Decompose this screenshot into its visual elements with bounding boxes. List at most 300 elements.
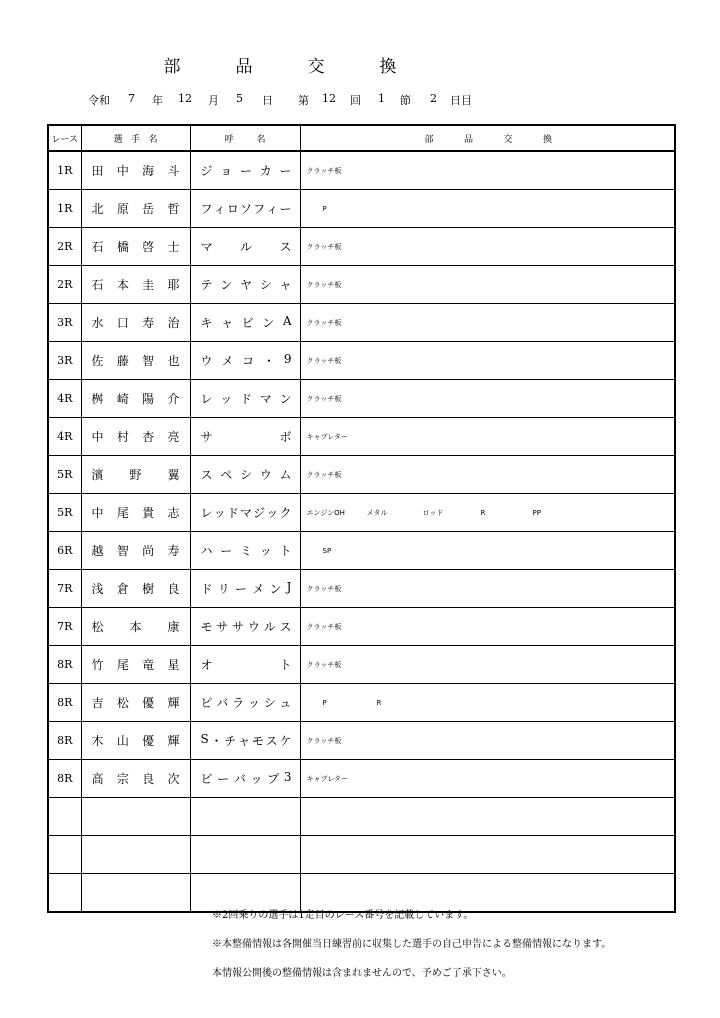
- racer-name-char: 海: [142, 164, 155, 178]
- table-row: [48, 380, 675, 418]
- call-name-char: フ: [200, 202, 213, 216]
- call-name-char: サ: [200, 430, 213, 444]
- date-series: 12: [322, 92, 336, 105]
- table-row: [48, 342, 675, 380]
- call-name-char: マ: [239, 506, 252, 520]
- call-name-char: ー: [239, 164, 252, 178]
- race-cell: 8R: [48, 722, 81, 760]
- part-label: クラッチ板: [306, 736, 342, 745]
- call-name-char: ー: [279, 202, 292, 216]
- table-row: [48, 798, 675, 836]
- call-name-char: ケ: [279, 734, 292, 748]
- call-name-cell: [190, 836, 300, 874]
- racer-name-char: 北: [91, 202, 104, 216]
- call-name-char: シ: [263, 696, 276, 710]
- racer-name-char: 翼: [167, 468, 180, 482]
- date-series-unit: 回: [350, 94, 361, 107]
- racer-name-char: 貴: [142, 506, 155, 520]
- racer-name-char: 山: [116, 734, 129, 748]
- parts-cell: [300, 228, 675, 266]
- racer-name-char: 圭: [142, 278, 155, 292]
- call-name-char: ビ: [241, 316, 254, 330]
- table-row: [48, 266, 675, 304]
- call-name-char: ク: [279, 506, 292, 520]
- call-name-cell: [190, 798, 300, 836]
- header-name: [81, 125, 190, 151]
- call-name-char: ジ: [200, 164, 213, 178]
- part-label: メタル: [366, 508, 388, 517]
- parts-cell: [300, 190, 675, 228]
- part-label: クラッチ板: [306, 356, 342, 365]
- racer-name-char: 竜: [142, 658, 155, 672]
- racer-name-cell: [81, 456, 190, 494]
- table-row: [48, 684, 675, 722]
- racer-name-cell: [81, 494, 190, 532]
- part-label: クラッチ板: [306, 470, 342, 479]
- call-name-char: バ: [233, 772, 246, 786]
- call-name-cell: [190, 646, 300, 684]
- race-cell: [48, 798, 81, 836]
- call-name-char: シ: [259, 278, 272, 292]
- call-name-char: ッ: [250, 772, 263, 786]
- racer-name-char: 浅: [91, 582, 104, 596]
- date-year-unit: 年: [152, 94, 163, 107]
- part-label: クラッチ板: [306, 622, 342, 631]
- call-name-char: ビ: [200, 772, 213, 786]
- date-month-unit: 月: [208, 94, 219, 107]
- parts-cell: [300, 570, 675, 608]
- racer-name-cell: [81, 836, 190, 874]
- call-name-char: ウ: [259, 468, 272, 482]
- call-name-char: ・: [262, 354, 275, 368]
- call-name-char: ト: [279, 658, 292, 672]
- racer-name-cell: [81, 342, 190, 380]
- call-name-char: マ: [200, 240, 213, 254]
- call-name-char: カ: [259, 164, 272, 178]
- parts-cell: [300, 532, 675, 570]
- part-label: クラッチ板: [306, 242, 342, 251]
- table-row: [48, 608, 675, 646]
- racer-name-char: 村: [116, 430, 129, 444]
- race-cell: 1R: [48, 151, 81, 190]
- parts-cell: [300, 646, 675, 684]
- header-call: [190, 125, 300, 151]
- race-cell: 4R: [48, 418, 81, 456]
- race-cell: [48, 874, 81, 913]
- parts-cell: [300, 418, 675, 456]
- footnote: 本情報公開後の整備情報は含まれませんので、予めご了承下さい。: [212, 968, 512, 979]
- call-name-cell: [190, 456, 300, 494]
- racer-name-char: 哲: [167, 202, 180, 216]
- parts-exchange-table: [47, 124, 676, 913]
- call-name-char: ッ: [247, 696, 260, 710]
- call-name-char: ン: [262, 316, 275, 330]
- header-parts-char: 部: [424, 134, 434, 145]
- call-name-char: ー: [217, 772, 230, 786]
- call-name-char: ン: [220, 278, 233, 292]
- call-name-char: ヤ: [239, 278, 252, 292]
- racer-name-char: 宗: [116, 772, 129, 786]
- parts-cell: [300, 266, 675, 304]
- racer-name-char: 野: [129, 468, 142, 482]
- header-parts-char: 換: [542, 134, 552, 145]
- parts-cell: [300, 304, 675, 342]
- call-name-cell: [190, 722, 300, 760]
- call-name-cell: [190, 304, 300, 342]
- racer-name-cell: [81, 874, 190, 913]
- table-row: [48, 228, 675, 266]
- racer-name-char: 杏: [142, 430, 155, 444]
- call-name-char: ウ: [247, 620, 260, 634]
- call-name-char: ソ: [239, 202, 252, 216]
- table-header-row: [48, 125, 675, 151]
- table-row: [48, 151, 675, 190]
- date-day: 5: [236, 92, 243, 105]
- table-body: [48, 151, 675, 912]
- call-name-cell: [190, 380, 300, 418]
- call-name-char: ジ: [253, 506, 266, 520]
- part-label: キャブレター: [306, 774, 348, 783]
- part-label: R: [480, 508, 486, 517]
- racer-name-char: 口: [116, 316, 129, 330]
- parts-cell: [300, 760, 675, 798]
- call-name-cell: [190, 532, 300, 570]
- racer-name-cell: [81, 151, 190, 190]
- call-name-char: モ: [251, 734, 264, 748]
- parts-cell: [300, 456, 675, 494]
- call-name-cell: [190, 608, 300, 646]
- call-name-char: ョ: [220, 164, 233, 178]
- call-name-char: メ: [252, 582, 265, 596]
- racer-name-char: 吉: [91, 696, 104, 710]
- date-series-prefix: 第: [298, 94, 309, 107]
- call-name-char: ト: [279, 544, 292, 558]
- call-name-char: ィ: [213, 202, 226, 216]
- racer-name-char: 佐: [91, 354, 104, 368]
- racer-name-char: 中: [116, 164, 129, 178]
- racer-name-char: 介: [167, 392, 180, 406]
- racer-name-cell: [81, 380, 190, 418]
- racer-name-char: 星: [167, 658, 180, 672]
- call-name-char: ム: [279, 468, 292, 482]
- call-name-char: ル: [239, 240, 252, 254]
- racer-name-char: 良: [142, 772, 155, 786]
- call-name-char: コ: [242, 354, 255, 368]
- header-name-char: 手: [130, 134, 140, 145]
- parts-cell: [300, 151, 675, 190]
- footnote: ※2回乗りの選手は1走目のレース番号を記載しています。: [212, 910, 474, 921]
- racer-name-char: 原: [116, 202, 129, 216]
- call-name-char: ャ: [279, 278, 292, 292]
- racer-name-char: 寿: [167, 544, 180, 558]
- race-cell: 2R: [48, 266, 81, 304]
- race-cell: 8R: [48, 646, 81, 684]
- header-call-char: 名: [256, 134, 266, 145]
- table-row: [48, 456, 675, 494]
- part-label: クラッチ板: [306, 584, 342, 593]
- racer-name-char: 亮: [167, 430, 180, 444]
- part-label: P: [322, 698, 327, 707]
- racer-name-char: 高: [91, 772, 104, 786]
- date-session-unit: 節: [400, 94, 411, 107]
- part-label: クラッチ板: [306, 280, 342, 289]
- call-name-char: チ: [224, 734, 237, 748]
- title-char: 品: [235, 57, 253, 77]
- table-row: [48, 760, 675, 798]
- racer-name-char: 松: [116, 696, 129, 710]
- part-label: P: [322, 204, 327, 213]
- parts-cell: [300, 380, 675, 418]
- call-name-cell: [190, 418, 300, 456]
- call-name-cell: [190, 684, 300, 722]
- race-cell: [48, 836, 81, 874]
- race-cell: 6R: [48, 532, 81, 570]
- part-label: SP: [322, 546, 332, 555]
- call-name-char: レ: [200, 392, 213, 406]
- call-name-char: ー: [220, 544, 233, 558]
- racer-name-char: 輝: [167, 734, 180, 748]
- call-name-char: ド: [226, 506, 239, 520]
- racer-name-char: 智: [142, 354, 155, 368]
- race-cell: 4R: [48, 380, 81, 418]
- parts-cell: [300, 608, 675, 646]
- title-char: 交: [307, 57, 325, 77]
- call-name-char: S: [200, 732, 209, 746]
- race-cell: 5R: [48, 494, 81, 532]
- call-name-char: サ: [232, 620, 245, 634]
- header-name-char: 名: [148, 134, 158, 145]
- call-name-char: ボ: [279, 430, 292, 444]
- table-row: [48, 494, 675, 532]
- call-name-char: ・: [210, 734, 223, 748]
- racer-name-char: 陽: [142, 392, 155, 406]
- call-name-char: 3: [283, 770, 292, 784]
- racer-name-cell: [81, 418, 190, 456]
- call-name-char: フ: [253, 202, 266, 216]
- racer-name-char: 石: [91, 278, 104, 292]
- race-cell: 8R: [48, 684, 81, 722]
- header-name-char: 選: [113, 134, 123, 145]
- call-name-char: ッ: [259, 544, 272, 558]
- racer-name-char: 濱: [91, 468, 104, 482]
- date-day-num-unit: 日目: [450, 94, 472, 107]
- call-name-char: ャ: [221, 316, 234, 330]
- racer-name-char: 志: [167, 506, 180, 520]
- racer-name-char: 竹: [91, 658, 104, 672]
- parts-cell: [300, 342, 675, 380]
- call-name-char: シ: [239, 468, 252, 482]
- call-name-char: ル: [263, 620, 276, 634]
- table-row: [48, 304, 675, 342]
- page-title: [160, 52, 400, 82]
- call-name-cell: [190, 494, 300, 532]
- racer-name-cell: [81, 190, 190, 228]
- table-row: [48, 532, 675, 570]
- call-name-char: リ: [217, 582, 230, 596]
- call-name-char: ィ: [266, 202, 279, 216]
- racer-name-char: 寿: [142, 316, 155, 330]
- racer-name-char: 崎: [116, 392, 129, 406]
- call-name-char: モ: [200, 620, 213, 634]
- table-row: [48, 418, 675, 456]
- call-name-char: ャ: [238, 734, 251, 748]
- racer-name-char: 啓: [142, 240, 155, 254]
- header-race: レース: [48, 125, 81, 151]
- racer-name-cell: [81, 684, 190, 722]
- table-row: [48, 836, 675, 874]
- racer-name-cell: [81, 760, 190, 798]
- racer-name-char: 優: [142, 696, 155, 710]
- racer-name-char: 橋: [116, 240, 129, 254]
- part-label: PP: [532, 508, 541, 517]
- parts-cell: [300, 494, 675, 532]
- racer-name-char: 本: [129, 620, 142, 634]
- date-session: 1: [378, 92, 385, 105]
- race-cell: 3R: [48, 342, 81, 380]
- racer-name-char: 治: [167, 316, 180, 330]
- race-cell: 3R: [48, 304, 81, 342]
- call-name-char: マ: [259, 392, 272, 406]
- parts-cell: [300, 798, 675, 836]
- race-cell: 7R: [48, 570, 81, 608]
- parts-cell: [300, 684, 675, 722]
- racer-name-cell: [81, 304, 190, 342]
- call-name-cell: [190, 190, 300, 228]
- call-name-char: ン: [279, 392, 292, 406]
- call-name-char: ー: [279, 164, 292, 178]
- part-label: クラッチ板: [306, 318, 342, 327]
- racer-name-char: 斗: [167, 164, 180, 178]
- call-name-cell: [190, 151, 300, 190]
- date-day-unit: 日: [262, 94, 273, 107]
- racer-name-cell: [81, 570, 190, 608]
- racer-name-cell: [81, 798, 190, 836]
- part-label: R: [376, 698, 382, 707]
- call-name-char: テ: [200, 278, 213, 292]
- call-name-char: 9: [283, 352, 292, 366]
- call-name-char: ラ: [232, 696, 245, 710]
- header-parts-char: 交: [503, 134, 513, 145]
- call-name-char: ロ: [226, 202, 239, 216]
- part-label: キャブレター: [306, 432, 348, 441]
- race-cell: 5R: [48, 456, 81, 494]
- racer-name-char: 本: [116, 278, 129, 292]
- racer-name-cell: [81, 228, 190, 266]
- call-name-char: ハ: [200, 544, 213, 558]
- call-name-char: ス: [279, 620, 292, 634]
- call-name-cell: [190, 228, 300, 266]
- call-name-char: ン: [269, 582, 282, 596]
- racer-name-cell: [81, 532, 190, 570]
- date-day-num: 2: [430, 92, 437, 105]
- race-cell: 7R: [48, 608, 81, 646]
- call-name-char: レ: [200, 506, 213, 520]
- race-cell: 2R: [48, 228, 81, 266]
- call-name-char: ウ: [200, 354, 213, 368]
- racer-name-char: 輝: [167, 696, 180, 710]
- call-name-char: ッ: [213, 506, 226, 520]
- call-name-char: ス: [279, 240, 292, 254]
- call-name-char: ー: [234, 582, 247, 596]
- racer-name-char: 良: [167, 582, 180, 596]
- racer-name-char: 中: [91, 430, 104, 444]
- call-name-char: ス: [265, 734, 278, 748]
- call-name-char: バ: [216, 696, 229, 710]
- parts-cell: [300, 722, 675, 760]
- title-char: 換: [379, 57, 397, 77]
- call-name-char: ュ: [279, 696, 292, 710]
- call-name-cell: [190, 266, 300, 304]
- call-name-char: ピ: [200, 696, 213, 710]
- racer-name-char: 康: [167, 620, 180, 634]
- race-cell: 8R: [48, 760, 81, 798]
- part-label: クラッチ板: [306, 660, 342, 669]
- racer-name-char: 岳: [142, 202, 155, 216]
- table-row: [48, 646, 675, 684]
- racer-name-cell: [81, 266, 190, 304]
- header-call-char: 呼: [224, 134, 234, 145]
- call-name-char: ッ: [220, 392, 233, 406]
- racer-name-char: 樹: [142, 582, 155, 596]
- table-row: [48, 722, 675, 760]
- call-name-char: J: [286, 580, 292, 594]
- part-label: クラッチ板: [306, 394, 342, 403]
- call-name-char: ド: [200, 582, 213, 596]
- racer-name-char: 倉: [116, 582, 129, 596]
- racer-name-char: 中: [91, 506, 104, 520]
- call-name-cell: [190, 760, 300, 798]
- date-month: 12: [178, 92, 192, 105]
- table-row: [48, 190, 675, 228]
- racer-name-char: 耶: [167, 278, 180, 292]
- footnote: ※本整備情報は各開催当日練習前に収集した選手の自己申告による整備情報になります。: [212, 939, 612, 950]
- call-name-char: プ: [267, 772, 280, 786]
- header-parts: [300, 125, 675, 151]
- racer-name-cell: [81, 646, 190, 684]
- racer-name-char: 尾: [116, 658, 129, 672]
- parts-cell: [300, 836, 675, 874]
- call-name-char: オ: [200, 658, 213, 672]
- racer-name-char: 士: [167, 240, 180, 254]
- racer-name-char: 也: [167, 354, 180, 368]
- racer-name-char: 松: [91, 620, 104, 634]
- racer-name-cell: [81, 608, 190, 646]
- part-label: ロッド: [422, 508, 444, 517]
- header-parts-char: 品: [463, 134, 473, 145]
- part-label: エンジンOH: [306, 508, 345, 517]
- race-cell: 1R: [48, 190, 81, 228]
- racer-name-char: 藤: [116, 354, 129, 368]
- call-name-char: メ: [221, 354, 234, 368]
- racer-name-char: 桝: [91, 392, 104, 406]
- racer-name-char: 田: [91, 164, 104, 178]
- part-label: クラッチ板: [306, 166, 342, 175]
- table-row: [48, 570, 675, 608]
- date-year: 7: [128, 92, 135, 105]
- call-name-char: サ: [216, 620, 229, 634]
- racer-name-cell: [81, 722, 190, 760]
- racer-name-char: 尾: [116, 506, 129, 520]
- racer-name-char: 木: [91, 734, 104, 748]
- call-name-char: A: [282, 314, 292, 328]
- racer-name-char: 水: [91, 316, 104, 330]
- call-name-char: ミ: [239, 544, 252, 558]
- racer-name-char: 智: [116, 544, 129, 558]
- call-name-char: ス: [200, 468, 213, 482]
- call-name-cell: [190, 342, 300, 380]
- date-era: 令和: [88, 94, 110, 107]
- racer-name-char: 石: [91, 240, 104, 254]
